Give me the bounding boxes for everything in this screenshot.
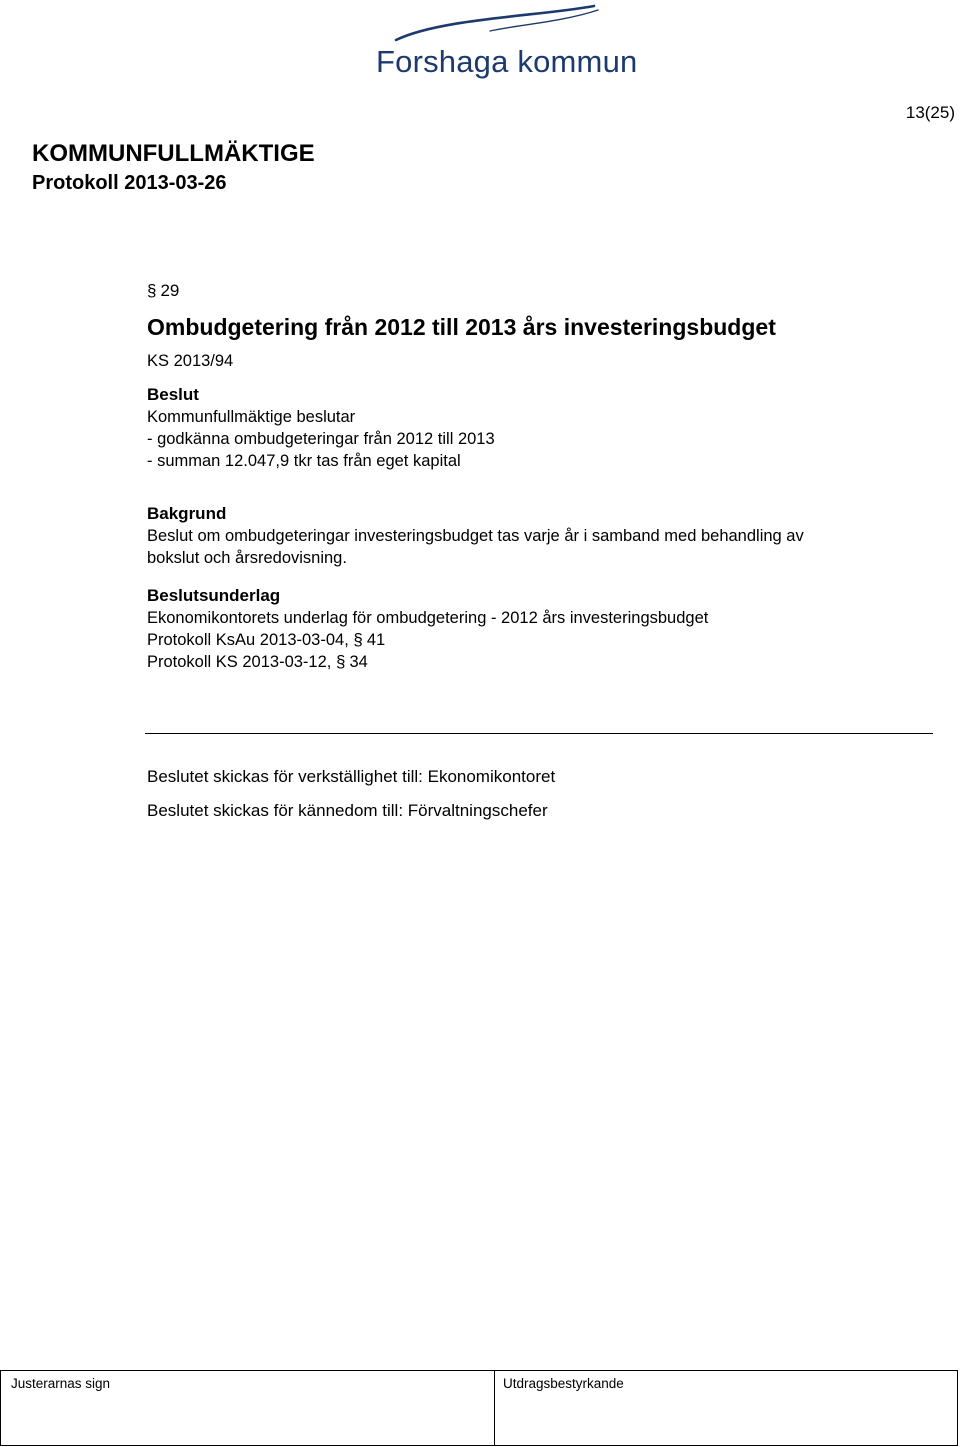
logo-swoosh-icon [372,0,622,50]
justerarnas-sign-label: Justerarnas sign [11,1376,111,1391]
distribution-list [147,766,555,834]
signature-table [0,1370,958,1446]
ksau-paragraph-number: 41 [366,631,386,649]
divider [145,733,933,734]
protocol-date: Protokoll 2013-03-26 [32,172,227,194]
bakgrund-line: Beslut om ombudgeteringar investeringsbudget tas varje år i samband med behandling av [147,527,804,545]
bakgrund-line: bokslut och årsredovisning. [147,549,347,567]
justerarnas-sign-cell [1,1371,495,1445]
page-number: 13(25) [905,103,955,122]
paragraph-number-value: 29 [160,281,180,300]
section-title: Ombudgetering från 2012 till 2013 års investeringsbudget [147,314,776,340]
bakgrund-heading: Bakgrund [147,504,227,523]
forshaga-logo [372,0,638,90]
beslutsunderlag-line [147,629,937,651]
beslutsunderlag-block [147,585,937,673]
utdragsbestyrkande-label: Utdragsbestyrkande [503,1376,624,1391]
paragraph-sign-icon: § [335,652,346,671]
ks-protocol-ref: Protokoll KS 2013-03-12, [147,653,332,671]
distribution-verkstallighet: Beslutet skickas för verkställighet till: Ekonomikontoret [147,767,556,786]
beslut-line: - godkänna ombudgeteringar från 2012 till 2013 [147,430,495,448]
ks-paragraph-number: 34 [349,653,368,671]
distribution-kannedom: Beslutet skickas för kännedom till: Förvaltningschefer [147,801,548,820]
case-number: KS 2013/94 [147,352,234,370]
page-title: KOMMUNFULLMÄKTIGE [32,140,315,167]
paragraph-sign-icon: § [353,630,363,649]
logo-text: Forshaga kommun [376,44,638,79]
beslut-line: Kommunfullmäktige beslutar [147,408,356,426]
paragraph-sign-icon: § [147,281,157,300]
bakgrund-block [147,503,937,569]
ksau-protocol-ref: Protokoll KsAu 2013-03-04, [147,631,349,649]
beslut-block [147,384,937,472]
beslutsunderlag-heading: Beslutsunderlag [147,586,281,605]
beslut-line: - summan 12.047,9 tkr tas från eget kapital [147,452,461,470]
paragraph-number [147,280,937,302]
section-content [147,280,937,704]
beslut-heading: Beslut [147,385,199,404]
beslutsunderlag-line: Ekonomikontorets underlag för ombudgetering - 2012 års investeringsbudget [147,609,709,627]
utdragsbestyrkande-cell [495,1371,957,1445]
beslutsunderlag-line [147,651,937,673]
